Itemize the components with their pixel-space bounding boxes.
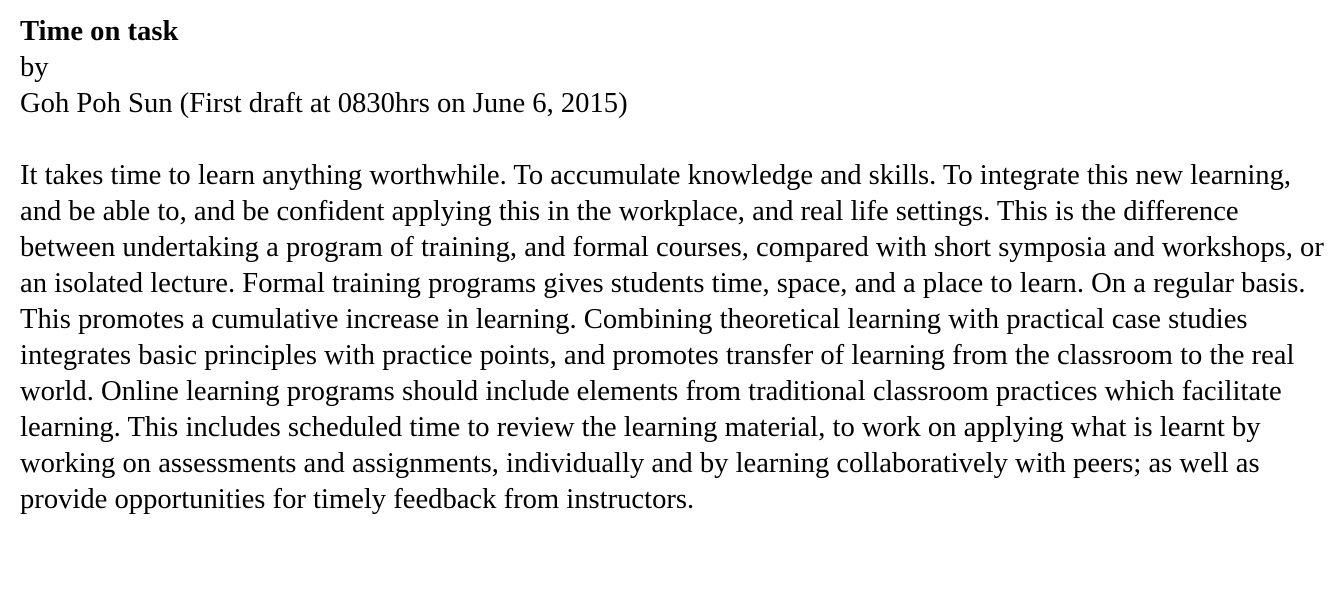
author-line: Goh Poh Sun (First draft at 0830hrs on June 6, 2015) [20,88,628,119]
byline: by [20,52,49,83]
document-title: Time on task [20,16,179,47]
document-page [20,14,1325,518]
body-paragraph: It takes time to learn anything worthwhile. To accumulate knowledge and skills. To integrate this new learning, and be able to, and be confident applying this in the workplace, and real life settings. This is the difference between undertaking a program of training, and formal courses, compared with short symposia and workshops, or an isolated lecture. Formal training programs gives students time, space, and a place to learn. On a regular basis. This promotes a cumulative increase in learning. Combining theoretical learning with practical case studies integrates basic principles with practice points, and promotes transfer of learning from the classroom to the real world. Online learning programs should include elements from traditional classroom practices which facilitate learning. This includes scheduled time to review the learning material, to work on applying what is learnt by working on assessments and assignments, individually and by learning collaboratively with peers; as well as provide opportunities for timely feedback from instructors. [20,160,1324,515]
paragraph-spacer [20,122,1325,158]
